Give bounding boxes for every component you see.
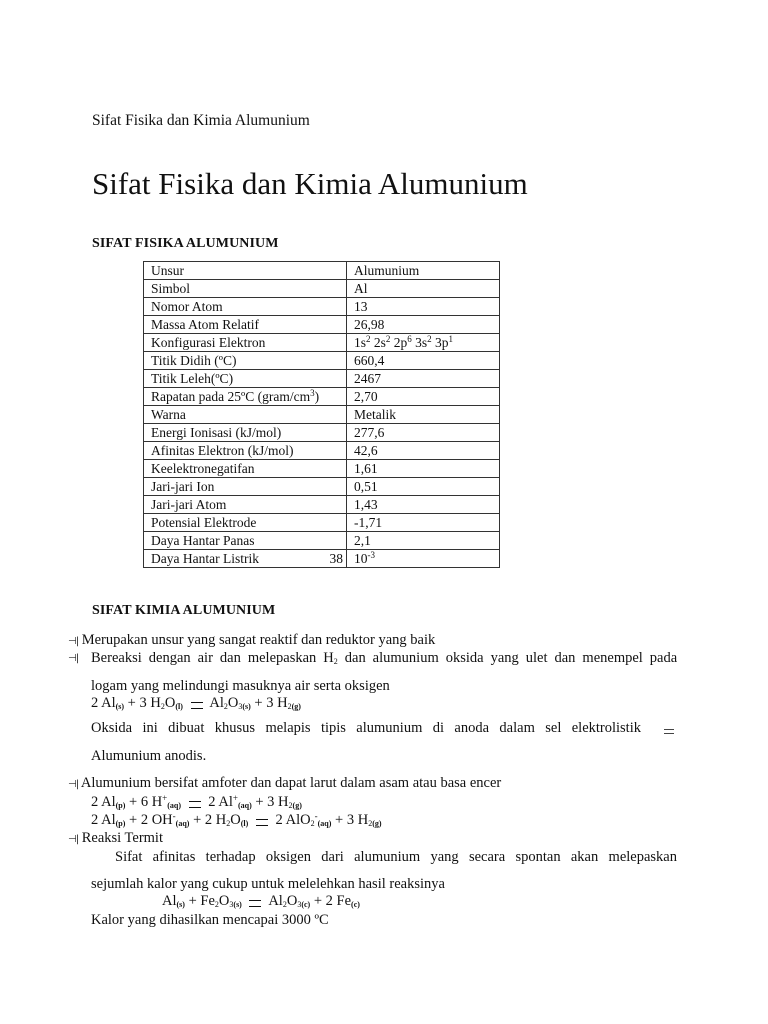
equation: 2 $Al_{(s)} + 3$ $H_2O_{(l)}$ $Al_2O_{3(s)} + 3$ $H_{2(g)}$	[91, 695, 301, 711]
table-row	[144, 550, 500, 568]
property-label: Afinitas Elektron (kJ/mol)	[144, 442, 347, 460]
property-value: 42,6	[347, 442, 500, 460]
property-label: Konfigurasi Elektron	[144, 334, 347, 352]
bullet-icon: ⊣|	[68, 636, 79, 647]
property-value: 1,61	[347, 460, 500, 478]
property-value: -1,71	[347, 514, 500, 532]
table-row	[144, 406, 500, 424]
list-item	[68, 632, 435, 649]
list-item-text: logam yang melindungi masuknya air serta oksigen	[91, 678, 390, 694]
property-label: Rapatan pada 25ºC $(gram/cm^3)$	[144, 388, 347, 406]
physical-properties-heading: SIFAT FISIKA ALUMUNIUM	[92, 236, 279, 251]
bullet-icon: ⊣|	[68, 653, 79, 664]
paragraph: sejumlah kalor yang cukup untuk melelehkan hasil reaksinya	[91, 876, 445, 892]
table-row	[144, 262, 500, 280]
bullet-icon: ⊣|	[68, 834, 79, 845]
property-label: Jari-jari Ion	[144, 478, 347, 496]
property-value: 2467	[347, 370, 500, 388]
property-label: Titik Didih (ºC)	[144, 352, 347, 370]
property-label: Unsur	[144, 262, 347, 280]
table-row	[144, 280, 500, 298]
property-label: Simbol	[144, 280, 347, 298]
header-title: Sifat Fisika dan Kimia Alumunium	[92, 112, 310, 129]
property-label: Nomor Atom	[144, 298, 347, 316]
property-value: 26,98	[347, 316, 500, 334]
table-row	[144, 298, 500, 316]
paragraph: Sifat afinitas terhadap oksigen dari alumunium yang secara spontan akan melepaskan	[115, 849, 677, 865]
page-title: Sifat Fisika dan Kimia Alumunium	[92, 166, 528, 201]
paragraph: Kalor yang dihasilkan mencapai 3000 ºC	[91, 912, 329, 928]
table-row	[144, 424, 500, 442]
property-label: Warna	[144, 406, 347, 424]
list-item	[68, 830, 163, 847]
property-value: $10^{-3}$	[347, 550, 500, 568]
table-row	[144, 496, 500, 514]
paragraph: Alumunium anodis.	[91, 748, 207, 764]
property-value: $1s^2$ $2s^2$ $2p^6$ $3s^2$ $3p^1$	[347, 334, 500, 352]
table-row	[144, 388, 500, 406]
reaction-arrow-icon	[191, 702, 203, 709]
table-row	[144, 370, 500, 388]
equation: 2 $Al_{(p)} + 2$ $OH^-_{(aq)} + 2$ $H_2O_{(l)}$ 2 AlO$_2$-$_{(aq)}$ + 3 $H_{2(g)}$	[91, 811, 382, 828]
table-row	[144, 478, 500, 496]
list-item-text: Merupakan unsur yang sangat reaktif dan reduktor yang baik	[81, 632, 436, 648]
property-label: Energi Ionisasi (kJ/mol)	[144, 424, 347, 442]
reaction-arrow-icon	[249, 900, 261, 907]
properties-table	[143, 261, 500, 568]
property-label: Potensial Elektrode	[144, 514, 347, 532]
property-value: Metalik	[347, 406, 500, 424]
equation: $Al_{(s)} + Fe_2O_{3(s)}$ $Al_2O_{3(c)} + 2$ $Fe_{(c)}$	[162, 893, 360, 909]
list-item-text: Alumunium bersifat amfoter dan dapat larut dalam asam atau basa encer	[80, 775, 502, 791]
table-row	[144, 316, 500, 334]
table-row	[144, 442, 500, 460]
property-label	[144, 550, 347, 568]
property-value: 0,51	[347, 478, 500, 496]
list-item-text: Bereaksi dengan air dan melepaskan $H_2$ dan alumunium oksida yang ulet dan menempel pada	[91, 650, 678, 666]
property-label: Titik Leleh(ºC)	[144, 370, 347, 388]
property-value: Al	[347, 280, 500, 298]
property-value: 660,4	[347, 352, 500, 370]
paragraph: Oksida ini dibuat khusus melapis tipis alumunium di anoda dalam sel elektrolistik	[91, 720, 641, 736]
property-value: 1,43	[347, 496, 500, 514]
small-arrow-icon	[664, 729, 674, 734]
table-row	[144, 514, 500, 532]
table-row	[144, 460, 500, 478]
equation: 2 $Al_{(p)} + 6$ $H^+_{(aq)}$ 2 $Al^+_{(aq)} + 3$ $H_{2(g)}$	[91, 793, 302, 810]
table-row	[144, 334, 500, 352]
table-row	[144, 532, 500, 550]
bullet-icon: ⊣|	[68, 779, 79, 790]
reaction-arrow-icon	[256, 819, 268, 826]
property-value: 13	[347, 298, 500, 316]
table-row	[144, 352, 500, 370]
list-item	[68, 775, 501, 792]
property-value: 2,1	[347, 532, 500, 550]
property-label: Keelektronegatifan	[144, 460, 347, 478]
property-label: Jari-jari Atom	[144, 496, 347, 514]
property-value: 277,6	[347, 424, 500, 442]
property-value: Alumunium	[347, 262, 500, 280]
list-item-text: Reaksi Termit	[81, 830, 163, 846]
property-label: Daya Hantar Panas	[144, 532, 347, 550]
property-value: 2,70	[347, 388, 500, 406]
property-label-tail: 38	[329, 551, 343, 566]
chemical-properties-heading: SIFAT KIMIA ALUMUNIUM	[92, 603, 276, 618]
property-label: Massa Atom Relatif	[144, 316, 347, 334]
reaction-arrow-icon	[189, 801, 201, 808]
property-label-text: Daya Hantar Listrik	[151, 551, 259, 566]
